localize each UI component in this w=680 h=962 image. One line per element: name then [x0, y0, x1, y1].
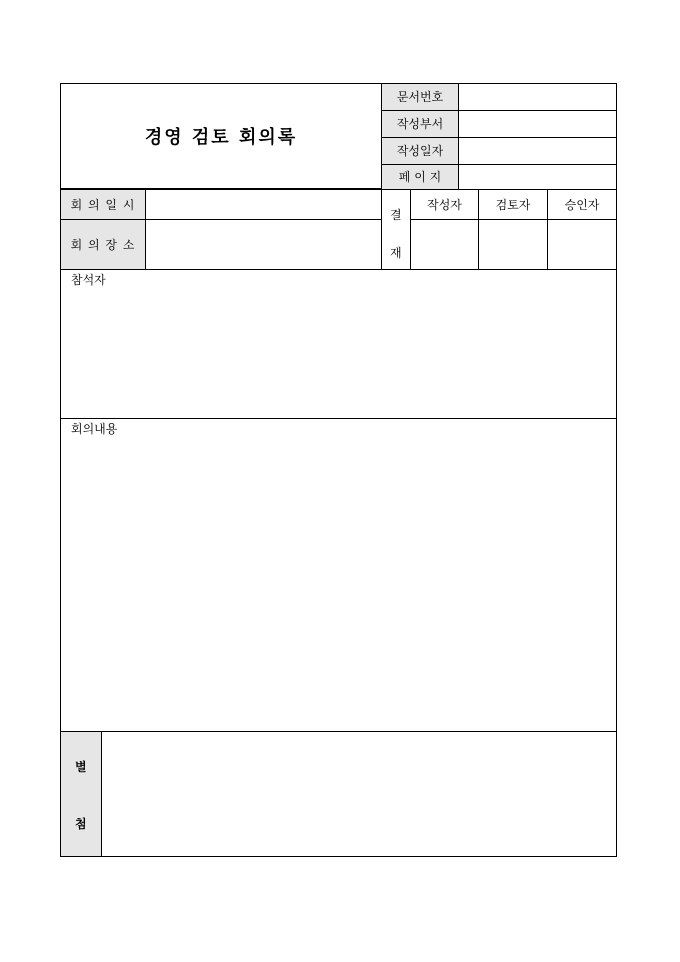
- doc-page-label-cell: [381, 164, 459, 190]
- meeting-minutes-form: [60, 83, 617, 857]
- meeting-content-section[interactable]: [60, 418, 617, 732]
- attachment-label-bottom: 첨: [75, 817, 87, 831]
- approval-label-top: 결: [390, 208, 402, 222]
- approval-role-reviewer: 검토자: [478, 189, 548, 220]
- attendees-section[interactable]: [60, 269, 617, 419]
- attachment-field[interactable]: [101, 731, 617, 857]
- approval-sign-approver[interactable]: [547, 219, 617, 270]
- meeting-date-label: 회 의 일 시: [70, 197, 136, 212]
- form-title: 경영 검토 회의록: [144, 127, 298, 148]
- doc-page-label: 페 이 지: [398, 170, 442, 184]
- approval-role-approver: 승인자: [547, 189, 617, 220]
- approval-label-bottom: 재: [390, 246, 402, 260]
- meeting-place-label: 회 의 장 소: [70, 237, 136, 252]
- doc-number-label-cell: [381, 83, 459, 111]
- meeting-date-field[interactable]: [145, 189, 382, 220]
- approval-label-cell: [381, 189, 411, 270]
- doc-date-field[interactable]: [458, 137, 617, 165]
- doc-date-label: 작성일자: [396, 144, 444, 158]
- approval-role-author: 작성자: [410, 189, 479, 220]
- doc-dept-field[interactable]: [458, 110, 617, 138]
- doc-dept-label-cell: [381, 110, 459, 138]
- attachment-label-cell: [60, 731, 102, 857]
- attachment-label-top: 별: [75, 760, 87, 774]
- attendees-label: 참석자: [71, 273, 106, 287]
- approval-sign-reviewer[interactable]: [478, 219, 548, 270]
- meeting-place-field[interactable]: [145, 219, 382, 270]
- title-cell: [60, 83, 382, 189]
- meeting-date-label-cell: [60, 189, 146, 220]
- doc-date-label-cell: [381, 137, 459, 165]
- doc-number-field[interactable]: [458, 83, 617, 111]
- approval-sign-author[interactable]: [410, 219, 479, 270]
- meeting-content-label: 회의내용: [71, 422, 118, 436]
- doc-number-label: 문서번호: [396, 90, 444, 104]
- doc-dept-label: 작성부서: [396, 117, 444, 131]
- meeting-place-label-cell: [60, 219, 146, 270]
- doc-page-field[interactable]: [458, 164, 617, 190]
